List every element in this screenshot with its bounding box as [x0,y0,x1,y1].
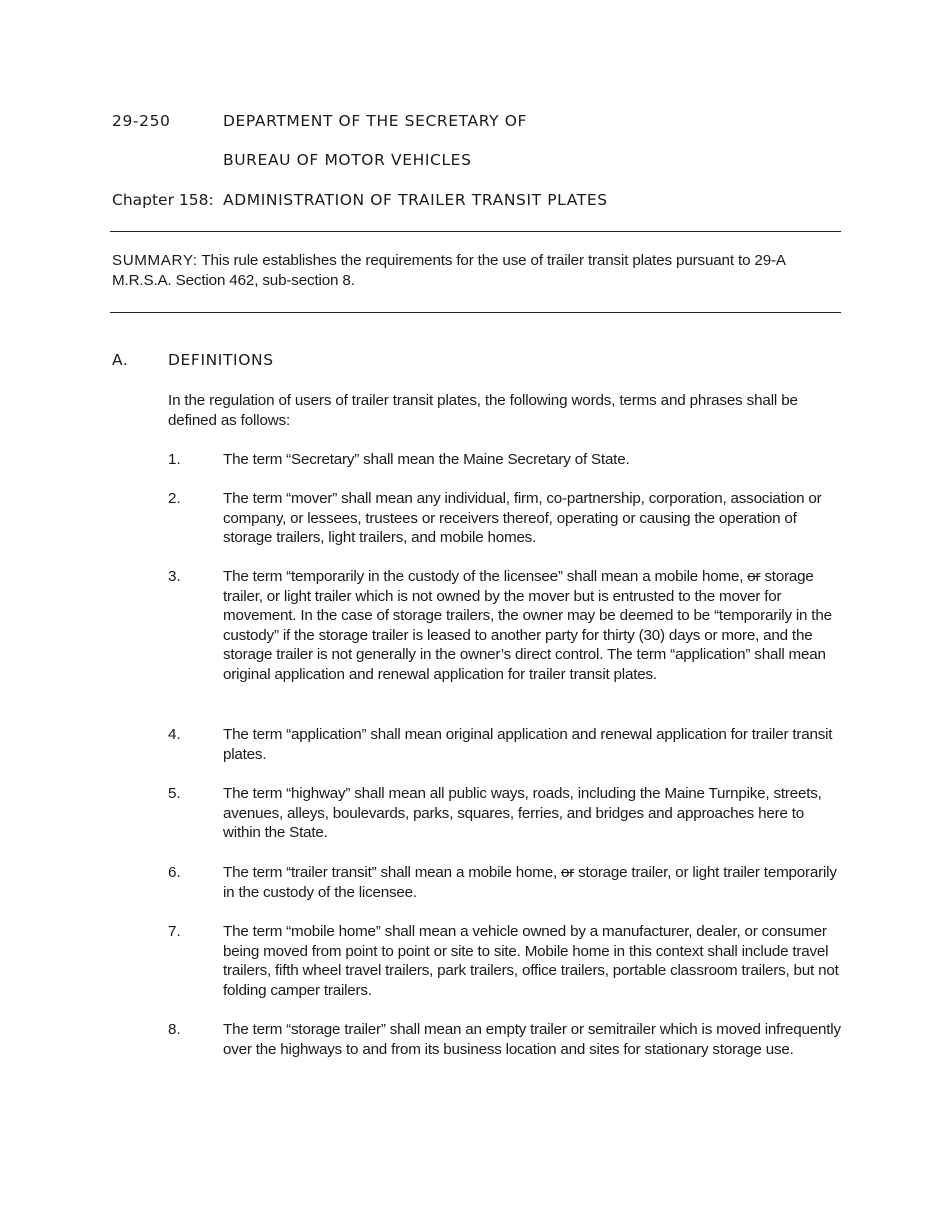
definition-text: The term “mobile home” shall mean a vehicle owned by a manufacturer, dealer, or consumer being moved from point to point or site to site. Mobile home in this context shall include travel trailers, fifth wheel travel trailers, park trailers, office trailers, portable classroom trailers, but not folding camper trailers. [223,923,839,999]
definition-number: 2. [168,490,181,507]
definition-number: 7. [168,923,181,940]
section-title: DEFINITIONS [168,351,274,369]
definition-number: 3. [168,568,181,585]
chapter-label: Chapter 158: [112,191,214,209]
bureau-heading: BUREAU OF MOTOR VEHICLES [223,151,472,169]
chapter-title: ADMINISTRATION OF TRAILER TRANSIT PLATES [223,191,608,209]
definition-text-part: storage trailer, or light trailer which is not owned by the mover but is entrusted to the mover for movement. In the case of storage trailers, the owner may be deemed to be “temporarily in the custody” if the storage trailer is leased to another party for thirty (30) days or more, and the storage trailer is not generally in the owner’s direct control. The term “application” shall mean original application and renewal application for trailer transit plates. [223,568,832,683]
definition-text-part: The term “temporarily in the custody of the licensee” shall mean a mobile home, [223,568,744,585]
definition-text-part: storage trailer, or light trailer temporarily in the custody of the licensee. [223,864,837,901]
divider-bottom [110,312,841,313]
section-number: A. [112,351,129,369]
definition-text [223,863,841,902]
summary-lead: SUMMARY: [112,252,198,269]
definition-number: 1. [168,451,181,468]
definition-number: 8. [168,1021,181,1038]
definition-text: The term “mover” shall mean any individual, firm, co-partnership, corporation, association or company, or lessees, trustees or receivers thereof, operating or causing the operation of storage trailers, light trailers, and mobile homes. [223,490,822,547]
department-heading: DEPARTMENT OF THE SECRETARY OF [223,112,528,130]
definition-number: 6. [168,864,181,881]
summary-text: This rule establishes the requirements for the use of trailer transit plates pursuant to 29-A M.R.S.A. Section 462, sub-section 8. [112,252,786,289]
rule-code: 29-250 [112,112,171,130]
struck-word: or [561,864,575,881]
definition-text-part: The term “trailer transit” shall mean a mobile home, [223,864,557,881]
definition-number: 5. [168,785,181,802]
definition-text: The term “application” shall mean original application and renewal application for trailer transit plates. [223,726,833,763]
definition-text: The term “storage trailer” shall mean an empty trailer or semitrailer which is moved infrequently over the highways to and from its business location and sites for stationary storage use. [223,1021,841,1058]
definition-text: The term “Secretary” shall mean the Maine Secretary of State. [223,451,630,468]
definition-text: The term “highway” shall mean all public ways, roads, including the Maine Turnpike, streets, avenues, alleys, boulevards, parks, squares, ferries, and bridges and approaches here to within the State. [223,785,822,842]
summary-paragraph [112,251,842,291]
definition-number: 4. [168,726,181,743]
struck-word: or [747,568,761,585]
section-intro: In the regulation of users of trailer transit plates, the following words, terms and phrases shall be defined as follows: [168,392,798,429]
divider-top [110,231,841,232]
definition-text [223,567,841,685]
